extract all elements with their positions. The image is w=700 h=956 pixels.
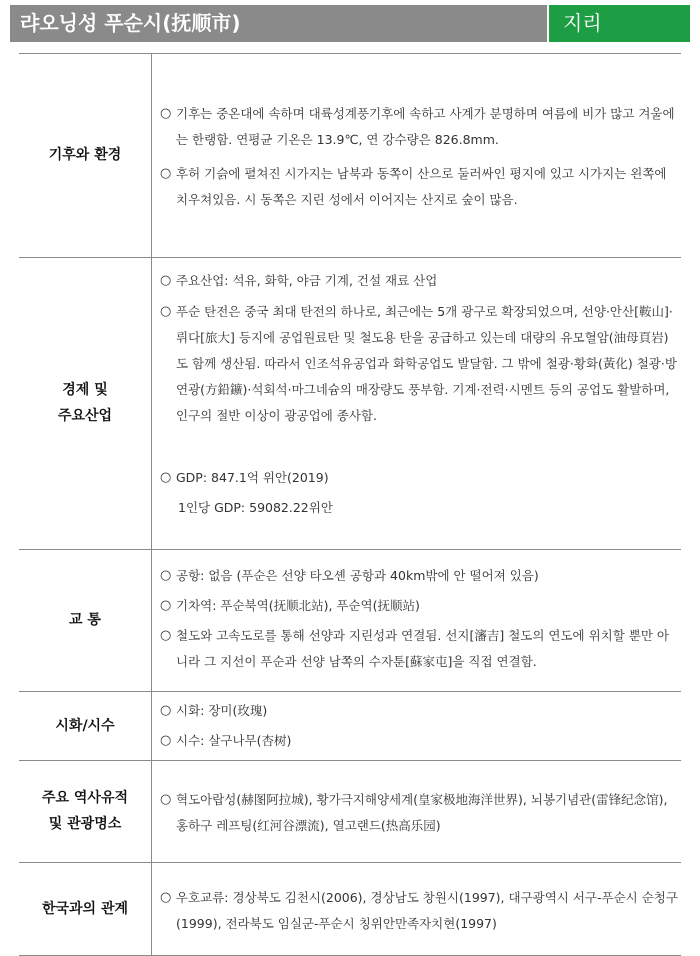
list-item xyxy=(160,698,680,724)
symbols-content xyxy=(160,698,680,754)
gdp-per-capita: 1인당 GDP: 59082.22위안 xyxy=(178,500,333,515)
list-item xyxy=(160,299,680,429)
item-text: 후허 기슭에 펼쳐진 시가지는 남북과 동쪽이 산으로 둘러싸인 평지에 있고 시가지는 왼쪽에 치우쳐있음. 시 동쪽은 지린 성에서 이어지는 산지로 숲이 많음. xyxy=(176,166,667,207)
item-text: 우호교류: 경상북도 김천시(2006), 경상남도 창원시(1997), 대구광역시 서구-푸순시 순청구(1999), 전라북도 임실군-푸순시 칭위안만족자치현(1997) xyxy=(176,890,678,931)
sights-content xyxy=(160,787,680,839)
label-text: 주요산업 xyxy=(57,408,113,424)
label-economy xyxy=(19,257,151,549)
bullet-icon: ○ xyxy=(160,598,172,613)
gdp-text: GDP: 847.1억 위안(2019) xyxy=(176,470,329,485)
label-sights xyxy=(19,760,151,862)
item-text: 시화: 장미(玫瑰) xyxy=(176,703,268,718)
list-item xyxy=(160,787,680,839)
bullet-icon: ○ xyxy=(160,733,172,748)
item-text: 기차역: 푸순북역(抚顺北站), 푸순역(抚顺站) xyxy=(176,598,420,613)
bullet-icon: ○ xyxy=(160,628,172,643)
transport-content xyxy=(160,563,680,675)
list-item xyxy=(160,593,680,619)
label-korea-relations xyxy=(19,862,151,955)
page-header xyxy=(10,5,690,42)
label-climate xyxy=(19,53,151,257)
label-text: 한국과의 관계 xyxy=(41,900,129,917)
label-text: 시화/시수 xyxy=(55,717,115,734)
category-badge: 지리 xyxy=(549,5,690,42)
label-text: 교 통 xyxy=(69,612,101,628)
item-text: 시수: 살구나무(杏树) xyxy=(176,733,292,748)
economy-content xyxy=(160,268,680,521)
bullet-icon: ○ xyxy=(160,703,172,718)
item-text: 기후는 중온대에 속하며 대륙성계풍기후에 속하고 사계가 분명하며 여름에 비가 많고 겨울에는 한랭함. 연평균 기온은 13.9℃, 연 강수량은 826.8mm. xyxy=(176,106,675,147)
label-symbols xyxy=(19,691,151,760)
label-text: 경제 및 xyxy=(62,382,108,398)
list-item xyxy=(160,623,680,675)
label-text: 기후와 환경 xyxy=(48,147,122,163)
korea-relations-content xyxy=(160,885,680,937)
item-text: 주요산업: 석유, 화학, 야금 기계, 건설 재료 산업 xyxy=(176,273,438,288)
bullet-icon: ○ xyxy=(160,792,172,807)
list-item xyxy=(160,563,680,589)
item-text: 푸순 탄전은 중국 최대 탄전의 하나로, 최근에는 5개 광구로 확장되었으며, 선양·안산[鞍山]·뤼다[旅大] 등지에 공업원료탄 및 철도용 탄을 공급하고 있는데 대량의 유모혈암(油母頁岩)도 함께 생산됨. 따라서 인조석유공업과 화학공업도 발달함. 그 밖에 철광·황화(黃化) 철광·방연광(方鉛鑛)·석회석·마그네슘의 매장량도 풍부함. 기계·전력·시멘트 등의 공업도 활발하며, 인구의 절반 이상이 광공업에 종사함. xyxy=(176,304,677,423)
column-divider xyxy=(151,53,152,955)
bullet-icon: ○ xyxy=(160,166,172,181)
item-text: 혁도아랍성(赫图阿拉城), 황가극지해양세계(皇家极地海洋世界), 뇌봉기념관(雷锋纪念馆), 홍하구 레프팅(红河谷漂流), 열고랜드(热高乐园) xyxy=(176,792,668,833)
label-text: 및 관광명소 xyxy=(48,816,122,832)
bullet-icon: ○ xyxy=(160,568,172,583)
item-text: 철도와 고속도로를 통해 선양과 지린성과 연결됨. 선지[瀋吉] 철도의 연도에 위치할 뿐만 아니라 그 지선이 푸순과 선양 남쪽의 수자툰[蘇家屯]을 직접 연결함. xyxy=(176,628,669,669)
bullet-icon: ○ xyxy=(160,273,172,288)
list-item xyxy=(160,101,680,153)
item-text: 공항: 없음 (푸순은 선양 타오셴 공항과 40km밖에 안 떨어져 있음) xyxy=(176,568,539,583)
list-item xyxy=(160,465,680,491)
climate-content xyxy=(160,101,680,213)
label-text: 주요 역사유적 xyxy=(41,790,129,806)
list-item xyxy=(160,268,680,294)
list-item xyxy=(160,728,680,754)
list-item xyxy=(160,885,680,937)
list-item xyxy=(160,161,680,213)
label-transport xyxy=(19,549,151,691)
bullet-icon: ○ xyxy=(160,890,172,905)
bullet-icon: ○ xyxy=(160,470,172,485)
bullet-icon: ○ xyxy=(160,304,172,319)
bullet-icon: ○ xyxy=(160,106,172,121)
page-title: 랴오닝성 푸순시(抚顺市) xyxy=(10,5,547,42)
